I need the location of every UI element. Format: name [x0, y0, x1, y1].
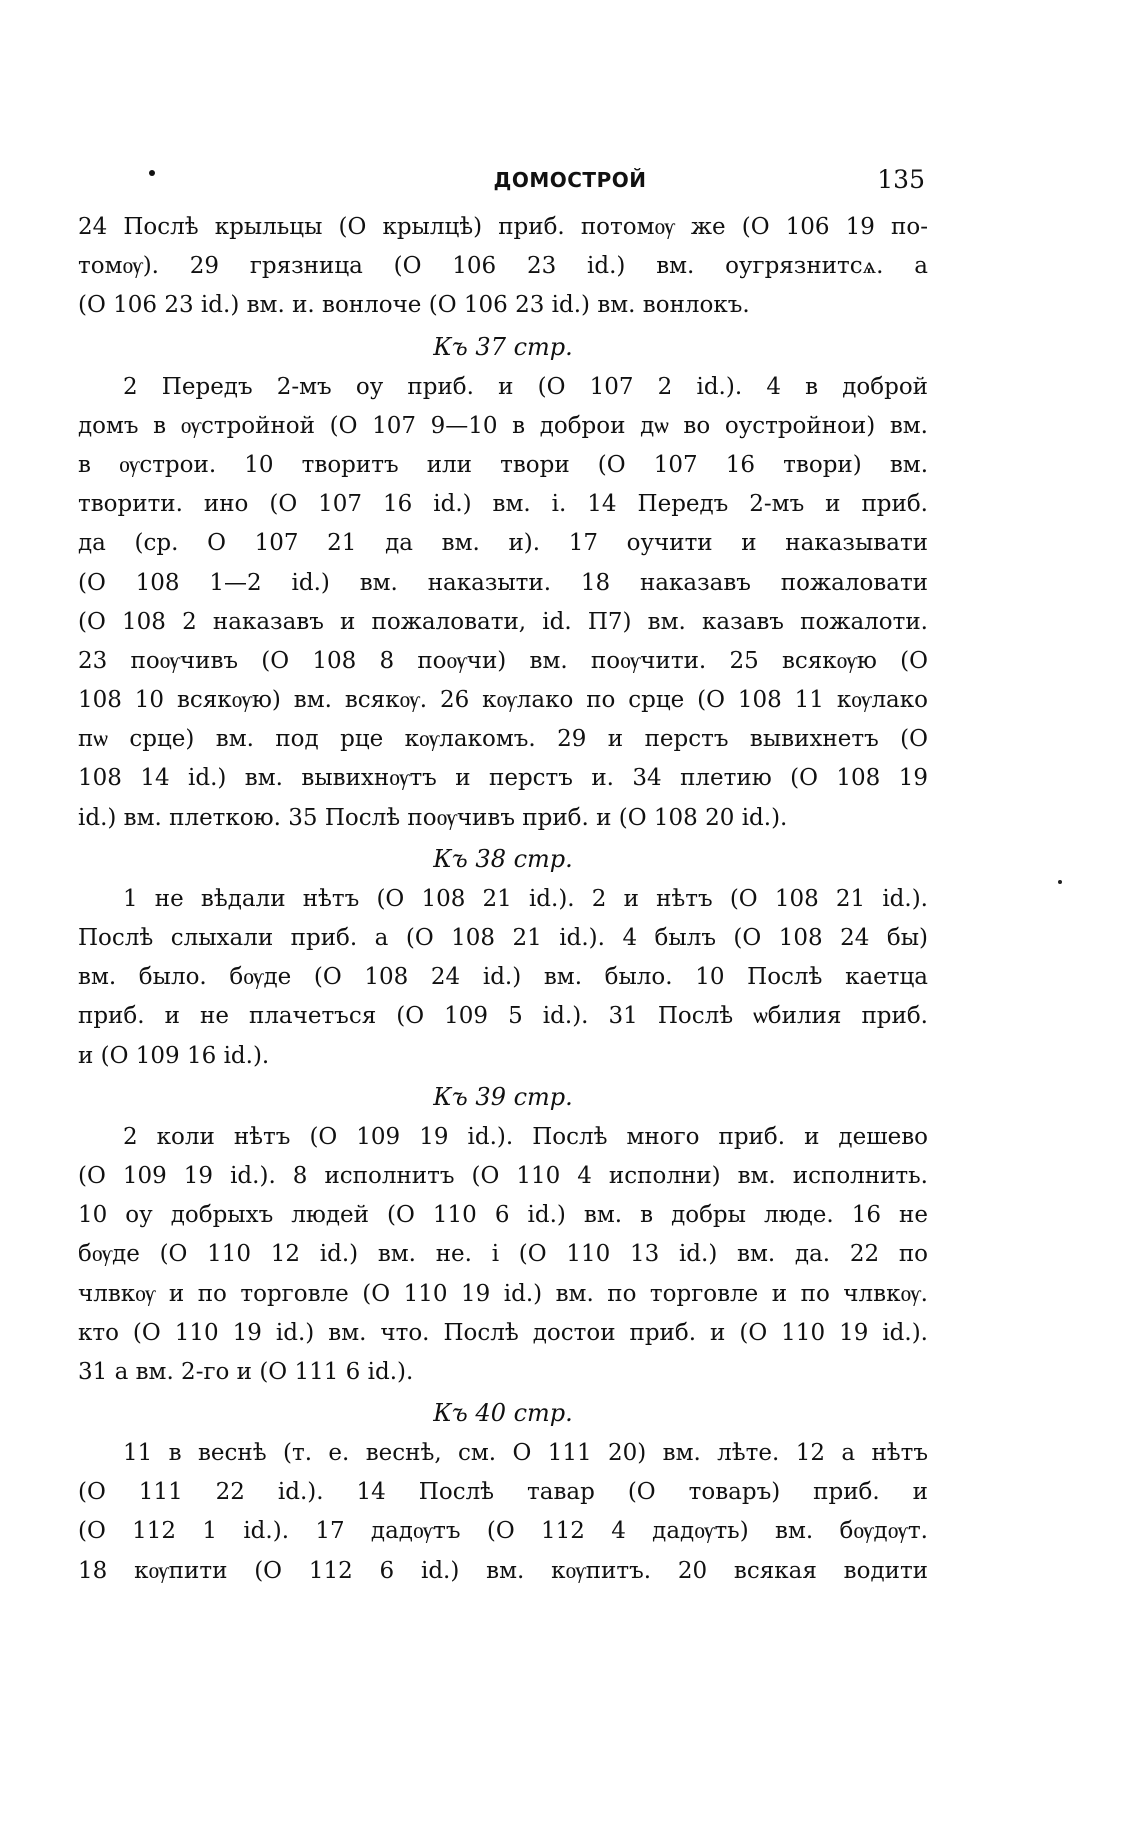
text-line: 108 10 всякѹю) вм. всякѹ. 26 кѹлако по срце (О 108 11 кѹлако: [78, 687, 928, 714]
text-line: и (О 109 16 id.).: [78, 1042, 270, 1069]
text-line: 1 не вѣдали нѣтъ (О 108 21 id.). 2 и нѣтъ (О 108 21 id.).: [123, 885, 928, 912]
text-line: бѹде (О 110 12 id.) вм. не. і (О 110 13 id.) вм. да. 22 по: [78, 1241, 928, 1268]
text-line: 108 14 id.) вм. вывихнѹтъ и перстъ и. 34 плетию (О 108 19: [78, 765, 928, 792]
text-line: томѹ). 29 грязница (О 106 23 id.) вм. оугрязнитсѧ. а: [78, 253, 928, 280]
text-line: (О 108 2 наказавъ и пожаловати, id. П7) вм. казавъ пожалоти.: [78, 608, 928, 635]
text-line: 2 Передъ 2-мъ оу приб. и (О 107 2 id.). 4 в доброй: [123, 373, 928, 400]
section-heading: Къ 39 стр.: [433, 1082, 573, 1111]
text-line: 11 в веснѣ (т. е. веснѣ, см. О 111 20) вм. лѣте. 12 а нѣтъ: [123, 1440, 928, 1467]
text-line: (О 111 22 id.). 14 Послѣ тавар (О товаръ) приб. и: [78, 1479, 928, 1506]
text-line: вм. было. бѹде (О 108 24 id.) вм. было. 10 Послѣ каетца: [78, 964, 928, 991]
margin-speck: [1058, 880, 1062, 884]
page-body: [78, 208, 928, 1591]
text-line: 23 поѹчивъ (О 108 8 поѹчи) вм. поѹчити. 25 всякѹю (О: [78, 647, 928, 674]
text-line: (О 106 23 id.) вм. и. вонлоче (О 106 23 id.) вм. вонлокъ.: [78, 292, 750, 319]
text-line: да (ср. О 107 21 да вм. и). 17 оучити и наказывати: [78, 530, 928, 557]
text-line: 18 кѹпити (О 112 6 id.) вм. кѹпитъ. 20 всякая водити: [78, 1557, 928, 1584]
section-heading: Къ 40 стр.: [433, 1399, 573, 1428]
text-line: члвкѹ и по торговле (О 110 19 id.) вм. по торговле и по члвкѹ.: [78, 1280, 928, 1307]
running-header-title: ДОМОСТРОЙ: [493, 168, 647, 192]
text-line: пѡ срце) вм. под рце кѹлакомъ. 29 и перстъ вывихнетъ (О: [78, 726, 928, 753]
text-line: творити. ино (О 107 16 id.) вм. і. 14 Передъ 2-мъ и приб.: [78, 491, 928, 518]
text-line: кто (О 110 19 id.) вм. что. Послѣ достои приб. и (О 110 19 id.).: [78, 1319, 928, 1346]
text-line: Послѣ слыхали приб. а (О 108 21 id.). 4 былъ (О 108 24 бы): [78, 925, 928, 951]
text-line: (О 109 19 id.). 8 исполнитъ (О 110 4 исполни) вм. исполнить.: [78, 1162, 928, 1189]
text-line: приб. и не плачетъся (О 109 5 id.). 31 Послѣ ѡбилия приб.: [78, 1003, 928, 1030]
text-line: в ѹстрои. 10 творитъ или твори (О 107 16 твори) вм.: [78, 451, 928, 478]
text-line: домъ в ѹстройной (О 107 9—10 в доброи дѡ во оустройнои) вм.: [78, 412, 928, 439]
text-line: 31 а вм. 2-го и (О 111 6 id.).: [78, 1358, 414, 1385]
page-number: 135: [877, 165, 925, 194]
text-line: (О 112 1 id.). 17 дадѹтъ (О 112 4 дадѹть) вм. бѹдѹт.: [78, 1518, 928, 1545]
section-heading: Къ 37 стр.: [433, 332, 573, 361]
text-line: 24 Послѣ крыльцы (О крылцѣ) приб. потомѹ же (О 106 19 по-: [78, 214, 928, 240]
text-line: 10 оу добрыхъ людей (О 110 6 id.) вм. в добры люде. 16 не: [78, 1202, 928, 1229]
text-line: (О 108 1—2 id.) вм. наказыти. 18 наказавъ пожаловати: [78, 569, 928, 596]
section-heading: Къ 38 стр.: [433, 844, 573, 873]
text-line: id.) вм. плеткою. 35 Послѣ поѹчивъ приб. и (О 108 20 id.).: [78, 804, 788, 831]
text-line: 2 коли нѣтъ (О 109 19 id.). Послѣ много приб. и дешево: [123, 1123, 928, 1150]
